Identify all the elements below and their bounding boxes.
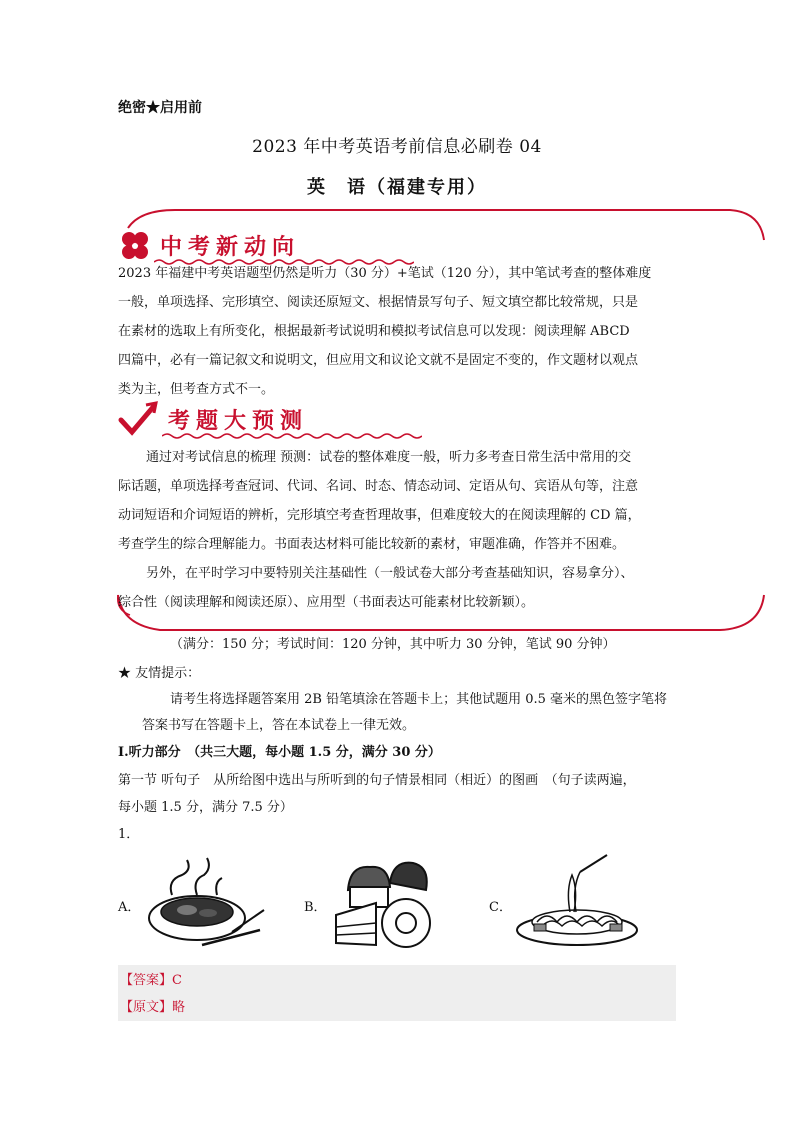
text-line: 际话题，单项选择考查冠词、代词、名词、时态、情态动词、定语从句、宾语从句等，注意 — [118, 479, 639, 494]
section-instruction-1: 第一节 听句子 从所给图中选出与所听到的句子情景相同（相近）的图画 （句子读两遍， — [118, 773, 636, 788]
source-label: 【原文】略 — [120, 1000, 186, 1015]
new-trend-title: 中考新动向 — [160, 235, 301, 260]
option-a-label: A． — [118, 900, 141, 915]
answer-label: 【答案】C — [120, 973, 182, 988]
question-number: 1． — [118, 827, 140, 842]
part-heading: I.听力部分 （共三大题，每小题 1.5 分，满分 30 分） — [118, 745, 441, 760]
spaghetti-image[interactable] — [512, 850, 642, 950]
option-b-label: B． — [304, 900, 327, 915]
confidential-label: 绝密★启用前 — [118, 100, 202, 116]
text-line: 综合性（阅读理解和阅读还原）、应用型（书面表达可能素材比较新颖）。 — [118, 595, 535, 610]
paper-subtitle: 英 语（福建专用） — [307, 177, 487, 198]
option-c-label: C． — [489, 900, 512, 915]
prediction-banner — [118, 400, 318, 440]
tips-line-2: 答案书写在答题卡上，答在本试卷上一律无效。 — [142, 718, 416, 733]
text-line: 2023 年福建中考英语题型仍然是听力（30 分）+笔试（120 分），其中笔试考查的整体难度 — [118, 266, 652, 281]
answer-line — [120, 969, 182, 988]
new-trend-text — [118, 259, 676, 404]
text-line: 考查学生的综合理解能力。书面表达材料可能比较新的素材，审题准确，作答并不困难。 — [118, 537, 626, 552]
text-line: 另外，在平时学习中要特别关注基础性（一般试卷大部分考查基础知识，容易拿分）、 — [146, 566, 634, 581]
text-line: 通过对考试信息的梳理 预测：试卷的整体难度一般，听力多考查日常生活中常用的交 — [146, 450, 632, 465]
cakes-image[interactable] — [328, 855, 438, 950]
text-line: 一般，单项选择、完形填空、阅读还原短文、根据情景写句子、短文填空都比较常规，只是 — [118, 295, 639, 310]
answer-box — [118, 965, 676, 1021]
check-arrow-icon — [118, 400, 160, 438]
prediction-title: 考题大预测 — [168, 409, 309, 434]
wavy-underline — [162, 432, 422, 440]
source-line — [120, 996, 185, 1015]
tips-heading: ★ 友情提示： — [118, 666, 201, 681]
paper-title: 2023 年中考英语考前信息必刷卷 04 — [252, 137, 542, 157]
text-line: 四篇中，必有一篇记叙文和说明文，但应用文和议论文就不是固定不变的，作文题材以观点 — [118, 353, 639, 368]
prediction-text — [118, 443, 676, 617]
exam-info: （满分：150 分；考试时间：120 分钟，其中听力 30 分钟，笔试 90 分钟） — [170, 637, 616, 652]
steak-plate-image[interactable] — [142, 850, 267, 950]
text-line: 类为主，但考查方式不一。 — [118, 382, 275, 397]
tips-line-1: 请考生将选择题答案用 2B 铅笔填涂在答题卡上；其他试题用 0.5 毫米的黑色签字笔将 — [170, 692, 668, 707]
flower-icon — [118, 230, 154, 262]
text-line: 在素材的选取上有所变化，根据最新考试说明和模拟考试信息可以发现：阅读理解 ABCD — [118, 324, 630, 339]
section-instruction-2: 每小题 1.5 分，满分 7.5 分） — [118, 800, 293, 815]
text-line: 动词短语和介词短语的辨析，完形填空考查哲理故事，但难度较大的在阅读理解的 CD 篇， — [118, 508, 641, 523]
